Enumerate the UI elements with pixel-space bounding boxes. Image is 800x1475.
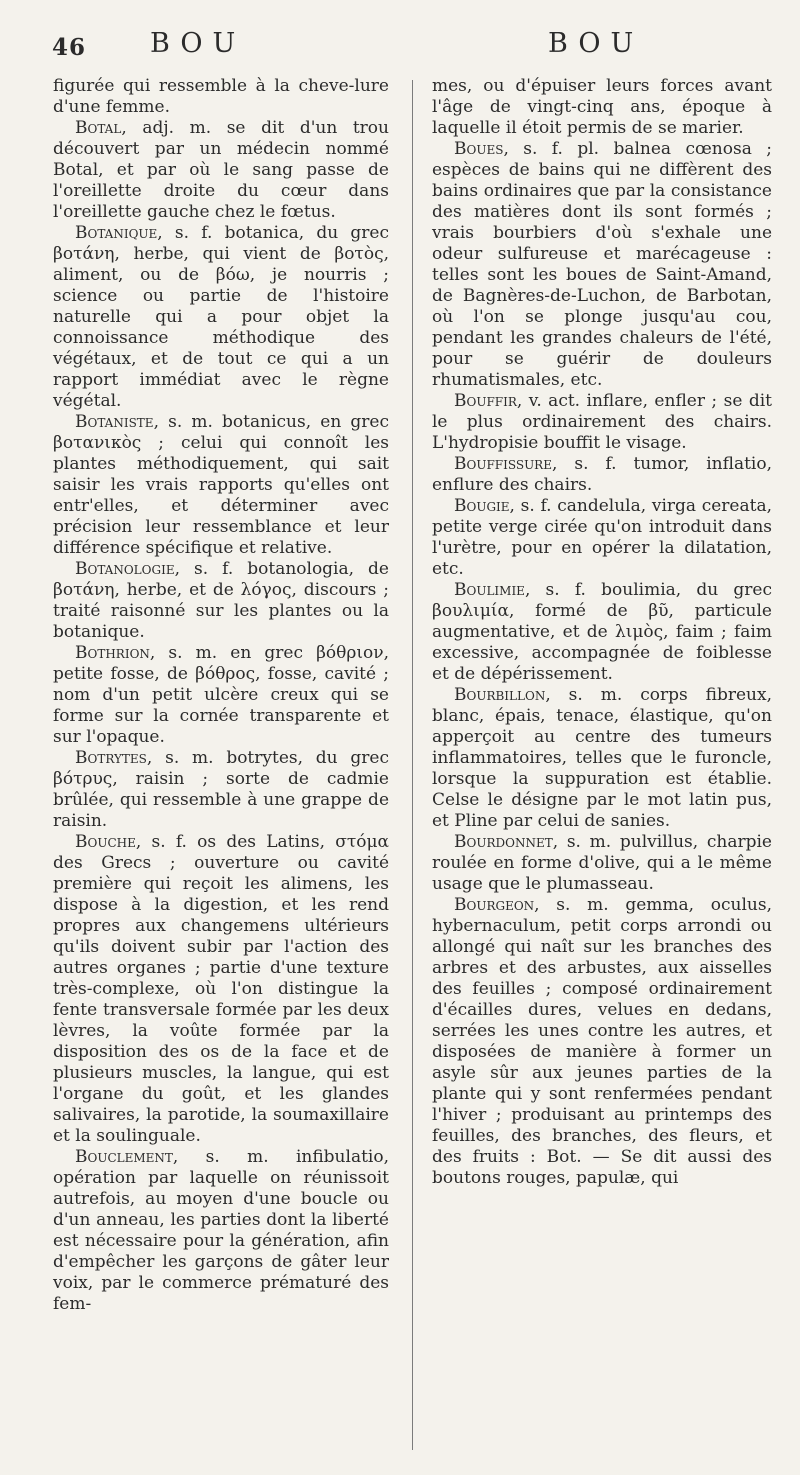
- entry-text: , s. m. en grec βόθριον, petite fosse, de βόθρος, fosse, cavité ; nom d'un petit ulcère creux qui se forme sur la cornée transparente et sur l'opaque.: [53, 643, 389, 747]
- entry-headword: Bouclement: [75, 1147, 173, 1167]
- running-head-left: BOU: [150, 28, 246, 59]
- dictionary-entry: [53, 76, 389, 118]
- dictionary-entry: [53, 643, 389, 748]
- entry-text: , s. m. pulvillus, charpie roulée en forme d'olive, qui a le même usage que le plumasseau.: [432, 832, 772, 894]
- entry-headword: Bouffissure: [454, 454, 552, 474]
- entry-text: figurée qui ressemble à la cheve-lure d'une femme.: [53, 76, 389, 117]
- entry-headword: Bourgeon: [454, 895, 535, 915]
- entry-headword: Boues: [454, 139, 504, 159]
- dictionary-entry: [53, 223, 389, 412]
- dictionary-entry: [53, 748, 389, 832]
- entry-text: , s. f. botanologia, de βοτάνη, herbe, et de λόγος, discours ; traité raisonné sur les plantes ou la botanique.: [53, 559, 389, 642]
- entry-headword: Botanique: [75, 223, 158, 243]
- entry-headword: Bourdonnet: [454, 832, 553, 852]
- entry-text: , s. f. candelula, virga cereata, petite verge cirée qu'on introduit dans l'urètre, pour en opérer la dilatation, etc.: [432, 496, 772, 579]
- entry-headword: Botrytes: [75, 748, 147, 768]
- entry-headword: Botal: [75, 118, 122, 138]
- dictionary-entry: [432, 895, 772, 1189]
- entry-text: , s. m. infibulatio, opération par laquelle on réunissoit autrefois, au moyen d'une boucle ou d'un anneau, les parties dont la liberté est nécessaire pour la génération, afin d'empêcher les garçons de gâter leur voix, par le commerce prématuré des fem-: [53, 1147, 389, 1314]
- dictionary-entry: [432, 139, 772, 391]
- dictionary-entry: [432, 391, 772, 454]
- dictionary-entry: [432, 76, 772, 139]
- entry-text: , s. m. botrytes, du grec βότρυς, raisin ; sorte de cadmie brûlée, qui ressemble à une grappe de raisin.: [53, 748, 389, 831]
- entry-headword: Botanologie: [75, 559, 175, 579]
- right-column: [432, 76, 772, 1189]
- dictionary-entry: [53, 412, 389, 559]
- dictionary-entry: [432, 454, 772, 496]
- entry-headword: Botaniste: [75, 412, 154, 432]
- entry-text: , s. m. corps fibreux, blanc, épais, tenace, élastique, qu'on apperçoit au centre des tumeurs inflammatoires, telles que le furoncle, lorsque la suppuration est établie. Celse le désigne par le mot latin pus, et Pline par celui de sanies.: [432, 685, 772, 831]
- entry-text: , s. f. pl. balnea cœnosa ; espèces de bains qui ne diffèrent des bains ordinaires que par la consistance des matières dont ils sont formés ; vrais bourbiers d'où s'exhale une odeur sulfureuse et marécageuse : telles sont les boues de Saint-Amand, de Bagnères-de-Luchon, de Barbotan, où l'on se plonge jusqu'au cou, pendant les grandes chaleurs de l'été, pour se guérir de douleurs rhumatismales, etc.: [432, 139, 772, 390]
- entry-headword: Bougie: [454, 496, 510, 516]
- dictionary-entry: [432, 496, 772, 580]
- entry-text: , s. f. boulimia, du grec βουλιμία, formé de βῦ, particule augmentative, et de λιμὸς, faim ; faim excessive, accompagnée de foiblesse et de dépérissement.: [432, 580, 772, 684]
- entry-text: , s. m. gemma, oculus, hybernaculum, petit corps arrondi ou allongé qui naît sur les branches des arbres et des arbustes, aux aisselles des feuilles ; composé ordinairement d'écailles dures, velues en dedans, serrées les unes contre les autres, et disposées de manière à former un asyle sûr aux jeunes parties de la plante qui y sont renfermées pendant l'hiver ; produisant au printemps des feuilles, des branches, des fleurs, et des fruits : Bot. — Se dit aussi des boutons rouges, papulæ, qui: [432, 895, 772, 1188]
- dictionary-entry: [53, 1147, 389, 1315]
- entry-text: , s. f. tumor, inflatio, enflure des chairs.: [432, 454, 772, 495]
- page-number: 46: [52, 34, 87, 61]
- dictionary-entry: [432, 685, 772, 832]
- entry-text: , s. f. botanica, du grec βοτάνη, herbe, qui vient de βοτὸς, aliment, ou de βόω, je nourris ; science ou partie de l'histoire naturelle qui a pour objet la connoissance méthodique des végétaux, et de tout ce qui a un rapport immédiat avec le règne végétal.: [53, 223, 389, 411]
- running-head-right: BOU: [548, 28, 644, 59]
- entry-headword: Bouche: [75, 832, 136, 852]
- column-divider: [412, 80, 413, 1450]
- dictionary-entry: [432, 832, 772, 895]
- entry-headword: Boulimie: [454, 580, 525, 600]
- dictionary-entry: [53, 118, 389, 223]
- entry-text: , v. act. inflare, enfler ; se dit le plus ordinairement des chairs. L'hydropisie bouffit le visage.: [432, 391, 772, 453]
- entry-headword: Bothrion: [75, 643, 150, 663]
- entry-text: , s. m. botanicus, en grec βοτανικὸς ; celui qui connoît les plantes méthodiquement, qui sait saisir les vrais rapports qu'elles ont entr'elles, et déterminer avec précision leur ressemblance et leur différence spécifique et relative.: [53, 412, 389, 558]
- entry-text: , s. f. os des Latins, στόμα des Grecs ; ouverture ou cavité première qui reçoit les alimens, les dispose à la digestion, et les rend propres aux changemens ultérieurs qu'ils doivent subir par l'action des autres organes ; partie d'une texture très-complexe, où l'on distingue la fente transversale formée par les deux lèvres, la voûte formée par la disposition des os de la face et de plusieurs muscles, la langue, qui est l'organe du goût, et les glandes salivaires, la parotide, la soumaxillaire et la soulinguale.: [53, 832, 389, 1146]
- dictionary-entry: [53, 559, 389, 643]
- left-column: [53, 76, 389, 1315]
- dictionary-entry: [53, 832, 389, 1147]
- entry-headword: Bouffir: [454, 391, 517, 411]
- entry-text: , adj. m. se dit d'un trou découvert par un médecin nommé Botal, et par où le sang passe de l'oreillette droite du cœur dans l'oreillette gauche chez le fœtus.: [53, 118, 389, 222]
- entry-text: mes, ou d'épuiser leurs forces avant l'âge de vingt-cinq ans, époque à laquelle il étoit permis de se marier.: [432, 76, 772, 138]
- dictionary-entry: [432, 580, 772, 685]
- entry-headword: Bourbillon: [454, 685, 546, 705]
